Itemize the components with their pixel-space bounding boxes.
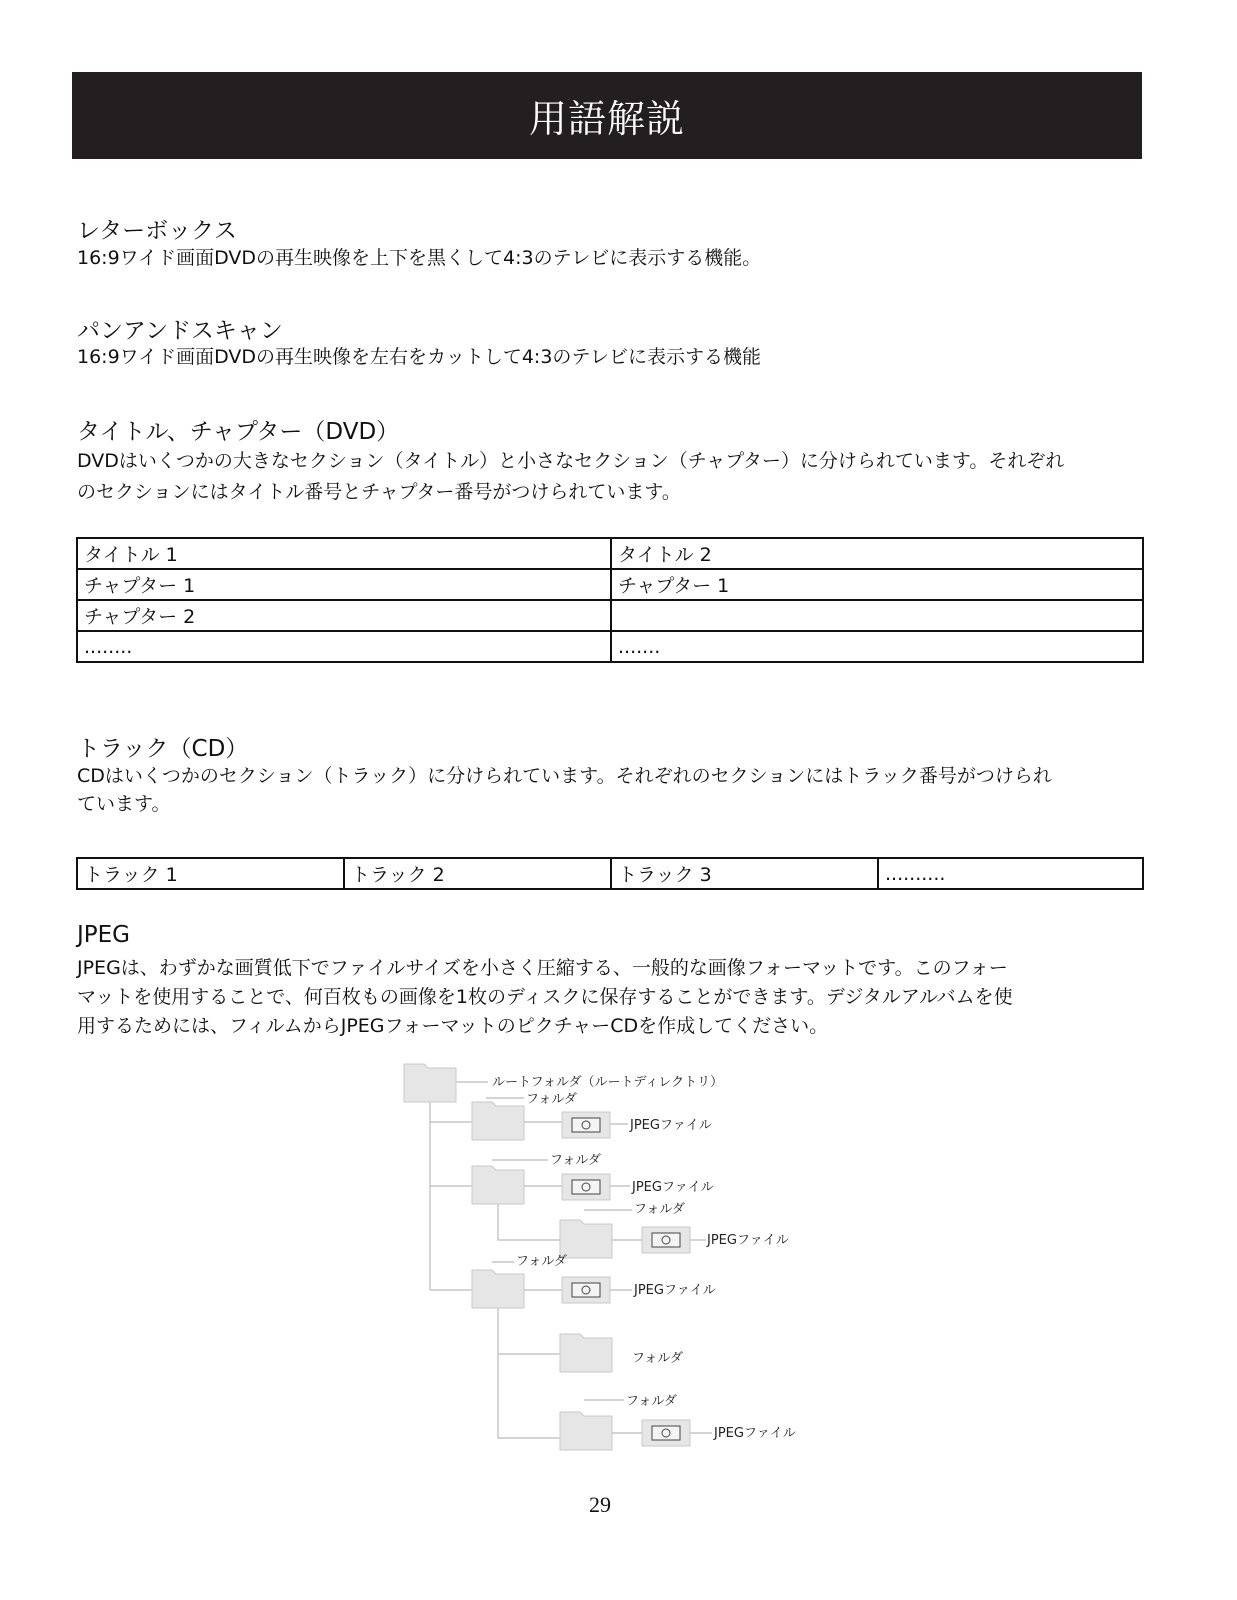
table-cell: .......... — [878, 858, 1143, 889]
folder-label: フォルダ — [550, 1153, 601, 1168]
table-cell: トラック 3 — [611, 858, 878, 889]
jpeg-file-label: JPEGファイル — [630, 1118, 712, 1133]
desc-line: ています。 — [77, 793, 171, 815]
table-cell: チャプター 1 — [611, 569, 1143, 600]
camera-icon — [562, 1112, 610, 1138]
camera-icon — [562, 1277, 610, 1303]
folder-label: フォルダ — [516, 1254, 567, 1269]
term-letterbox: レターボックス — [77, 218, 237, 244]
folder-label: フォルダ — [632, 1351, 683, 1366]
folder-label: フォルダ — [526, 1092, 577, 1107]
table-cell: タイトル 2 — [611, 538, 1143, 569]
table-cell: チャプター 2 — [77, 600, 611, 631]
desc-panscan: 16:9ワイド画面DVDの再生映像を左右をカットして4:3のテレビに表示する機能 — [77, 346, 762, 368]
folder-icon — [472, 1270, 524, 1308]
folder-icon — [404, 1064, 456, 1102]
folder-label: フォルダ — [626, 1394, 677, 1409]
page-number: 29 — [589, 1492, 611, 1517]
folder-icon — [472, 1102, 524, 1140]
table-cell: ....... — [611, 631, 1143, 662]
desc-line: DVDはいくつかの大きなセクション（タイトル）と小さなセクション（チャプター）に分けられています。それぞれ — [77, 450, 1065, 472]
table-cell: トラック 1 — [77, 858, 344, 889]
folder-icon — [560, 1334, 612, 1372]
term-track: トラック（CD） — [77, 736, 249, 762]
connector-line — [498, 1200, 560, 1240]
folder-icon — [560, 1220, 612, 1258]
page-title: 用語解説 — [528, 97, 685, 141]
term-title-chapter: タイトル、チャプター（DVD） — [77, 419, 400, 445]
root-folder-label: ルートフォルダ（ルートディレクトリ） — [492, 1075, 724, 1090]
desc-line: 用するためには、フィルムからJPEGフォーマットのピクチャーCDを作成してください。 — [77, 1015, 829, 1037]
term-jpeg: JPEG — [77, 922, 131, 948]
folder-label: フォルダ — [634, 1202, 685, 1217]
table-cell: トラック 2 — [344, 858, 611, 889]
desc-letterbox: 16:9ワイド画面DVDの再生映像を上下を黒くして4:3のテレビに表示する機能。 — [77, 247, 762, 269]
term-panscan: パンアンドスキャン — [77, 318, 283, 344]
desc-line: JPEGは、わずかな画質低下でファイルサイズを小さく圧縮する、一般的な画像フォーマットです。このフォー — [77, 957, 1008, 979]
jpeg-file-label: JPEGファイル — [714, 1426, 796, 1441]
table-cell: タイトル 1 — [77, 538, 611, 569]
folder-icon — [472, 1166, 524, 1204]
jpeg-file-label: JPEGファイル — [707, 1233, 789, 1248]
table-cell: ........ — [77, 631, 611, 662]
jpeg-file-label: JPEGファイル — [632, 1180, 714, 1195]
table-cell: チャプター 1 — [77, 569, 611, 600]
folder-icon — [560, 1412, 612, 1450]
connector-line — [498, 1306, 560, 1438]
jpeg-file-label: JPEGファイル — [634, 1283, 716, 1298]
diagram-labels — [492, 1075, 796, 1441]
desc-line: CDはいくつかのセクション（トラック）に分けられています。それぞれのセクションにはトラック番号がつけられ — [77, 765, 1052, 787]
camera-icon — [642, 1420, 690, 1446]
camera-icon — [642, 1227, 690, 1253]
desc-line: のセクションにはタイトル番号とチャプター番号がつけられています。 — [77, 481, 681, 503]
desc-line: マットを使用することで、何百枚もの画像を1枚のディスクに保存することができます。デジタルアルバムを使 — [77, 986, 1013, 1008]
camera-icon — [562, 1174, 610, 1200]
